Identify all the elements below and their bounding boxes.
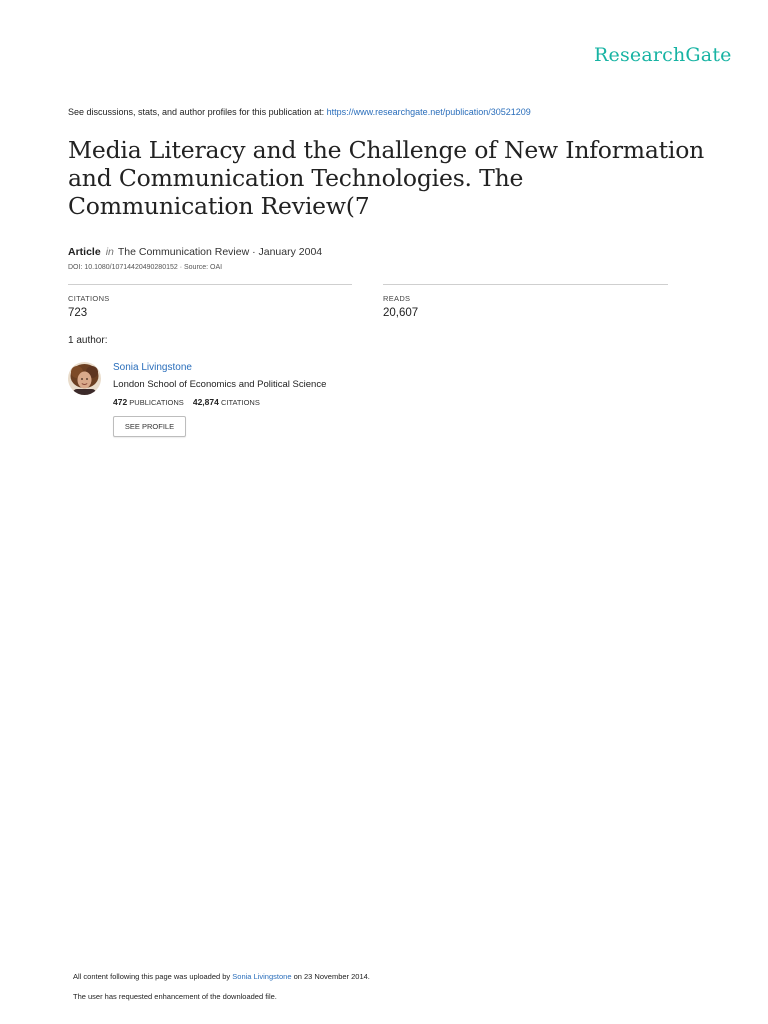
author-avatar[interactable]: [68, 362, 101, 395]
in-label: in: [105, 246, 114, 258]
upload-prefix: All content following this page was uploaded by: [73, 972, 233, 981]
journal-date: The Communication Review · January 2004: [117, 246, 323, 258]
publication-link[interactable]: https://www.researchgate.net/publication/30521209: [326, 107, 531, 117]
citations-label: CITATIONS: [68, 294, 110, 303]
discussion-notice-text: See discussions, stats, and author profiles for this publication at:: [68, 107, 327, 117]
upload-suffix: on 23 November 2014.: [291, 972, 370, 981]
citations-value: 723: [68, 307, 88, 319]
researchgate-logo[interactable]: ResearchGate: [594, 44, 732, 66]
see-profile-button[interactable]: SEE PROFILE: [113, 416, 186, 437]
doi-source: DOI: 10.1080/10714420490280152 · Source: OAI: [68, 264, 223, 271]
upload-notice: [73, 972, 370, 981]
author-name-link[interactable]: Sonia Livingstone: [113, 362, 192, 373]
reads-label: READS: [383, 294, 411, 303]
avatar-photo-icon: [68, 362, 101, 395]
publication-meta: [68, 246, 322, 258]
author-citations-count: 42,874: [192, 397, 219, 407]
author-citations-label: CITATIONS: [220, 398, 260, 407]
publication-type: Article: [68, 246, 101, 258]
uploader-link[interactable]: Sonia Livingstone: [232, 972, 292, 981]
reads-value: 20,607: [383, 307, 419, 319]
enhancement-notice: The user has requested enhancement of the downloaded file.: [73, 992, 277, 1001]
authors-count: 1 author:: [68, 335, 108, 346]
reads-stat: [383, 284, 668, 319]
publication-title: Media Literacy and the Challenge of New Information and Communication Technologies. The Communication Review(7: [68, 136, 705, 220]
discussion-notice: [68, 107, 531, 117]
publications-count: 472: [113, 397, 128, 407]
citations-stat: [68, 284, 352, 319]
author-counts: [113, 397, 260, 407]
author-affiliation: London School of Economics and Political Science: [113, 379, 327, 390]
publications-label: PUBLICATIONS: [129, 398, 184, 407]
